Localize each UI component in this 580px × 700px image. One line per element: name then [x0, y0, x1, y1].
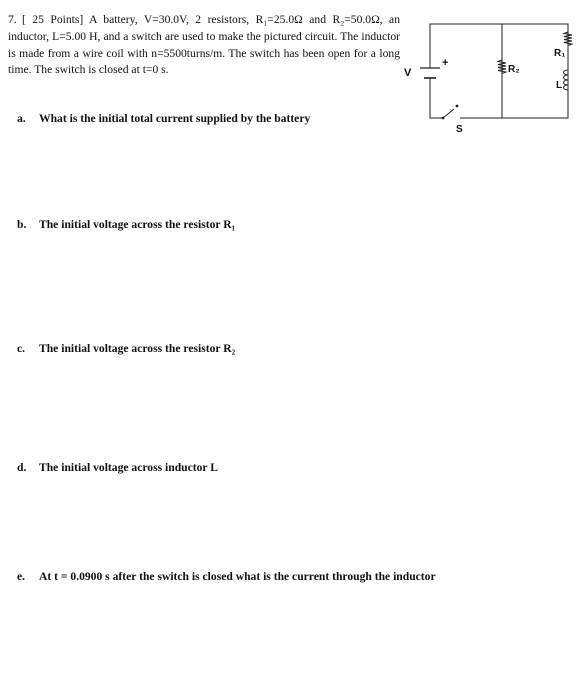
- r2-label: R₂: [508, 64, 520, 75]
- r1-label: R₁: [554, 48, 566, 59]
- question-letter: c.: [17, 342, 26, 355]
- question-text: The initial voltage across inductor L: [39, 461, 218, 474]
- question-letter: d.: [17, 461, 27, 474]
- circuit-wire-left: [430, 78, 443, 118]
- question-e: [17, 570, 436, 583]
- problem-number: 7.: [8, 13, 17, 26]
- inductor-label: L: [556, 80, 563, 91]
- question-letter: b.: [17, 218, 27, 231]
- question-b: [17, 218, 235, 231]
- problem-text: [ 25 Points] A battery, V=30.0V, 2 resistors, R₁=25.0Ω and R₂=50.0Ω, an inductor, L=5.00 H, and a switch are used to make the pictured circuit. The inductor is made from a wire coil with n=5500turns/m. The switch has been open for a long time. The switch is closed at t=0 s.: [8, 13, 400, 77]
- problem-statement: [8, 12, 400, 79]
- question-text: What is the initial total current supplied by the battery: [39, 112, 311, 125]
- circuit-diagram: [398, 14, 578, 140]
- resistor-r2-icon: [498, 60, 506, 74]
- battery-plus-label: +: [442, 57, 449, 69]
- switch-contact-right: [456, 105, 459, 108]
- switch-contact-left: [442, 117, 445, 120]
- question-letter: a.: [17, 112, 26, 125]
- question-text: The initial voltage across the resistor R₁: [39, 218, 236, 231]
- question-text: The initial voltage across the resistor R₂: [39, 342, 236, 355]
- question-letter: e.: [17, 570, 26, 583]
- question-a: [17, 112, 310, 125]
- inductor-coil-icon: [564, 70, 569, 90]
- question-d: [17, 461, 218, 474]
- switch-label: S: [456, 124, 463, 135]
- switch-blade: [443, 109, 454, 118]
- battery-label: V: [404, 67, 412, 79]
- question-text: At t = 0.0900 s after the switch is closed what is the current through the inductor: [39, 570, 436, 583]
- question-c: [17, 342, 235, 355]
- resistor-r1-icon: [564, 32, 572, 46]
